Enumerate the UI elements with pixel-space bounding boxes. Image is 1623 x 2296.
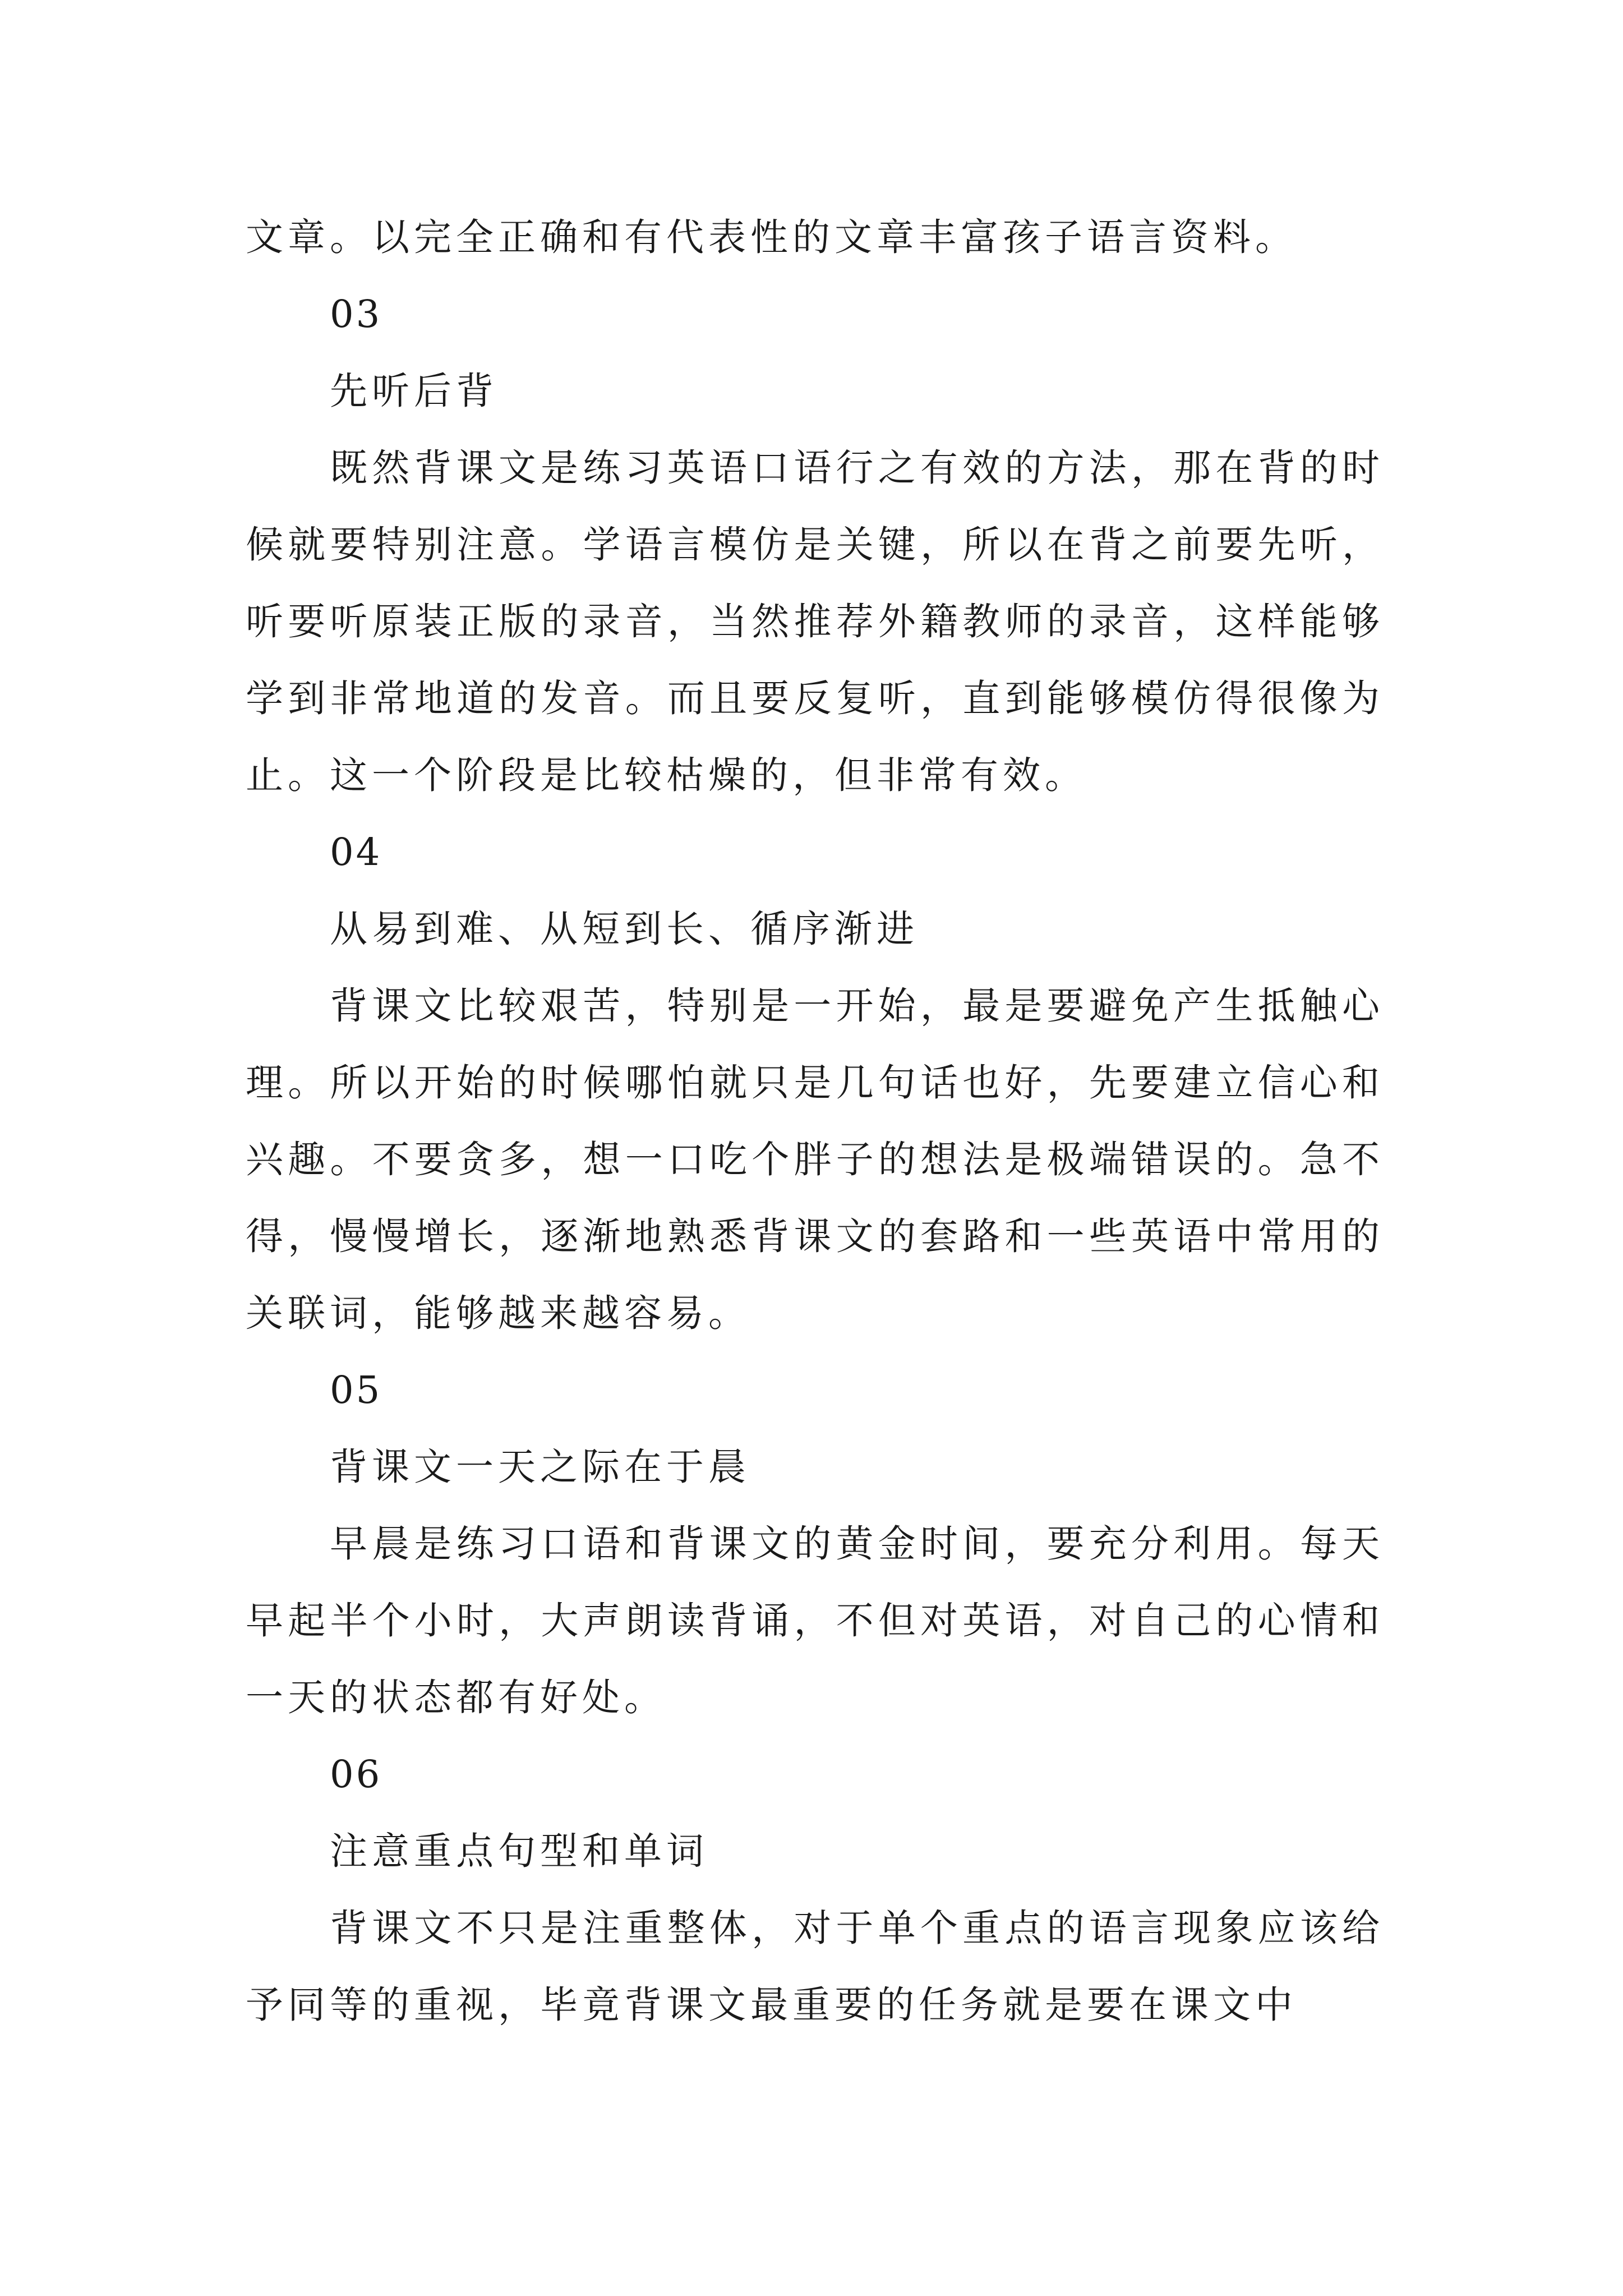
- section-number-05: 05: [330, 1368, 382, 1412]
- paragraph-listen-first: 既然背课文是练习英语口语行之有效的方法，那在背的时候就要特别注意。学语言模仿是关键，所以在背之前要先听，听要听原装正版的录音，当然推荐外籍教师的录音，这样能够学到非常地道的发音。而且要反复听，直到能够模仿得很像为止。这一个阶段是比较枯燥的，但非常有效。: [246, 446, 1384, 797]
- section-number-04: 04: [330, 830, 382, 874]
- paragraph-continued: 文章。以完全正确和有代表性的文章丰富孩子语言资料。: [246, 215, 1297, 259]
- section-heading-listen-first: 先听后背: [330, 369, 498, 413]
- section-heading-key-patterns: 注意重点句型和单词: [330, 1829, 708, 1873]
- section-heading-easy-to-hard: 从易到难、从短到长、循序渐进: [330, 907, 919, 951]
- paragraph-morning: 早晨是练习口语和背课文的黄金时间，要充分利用。每天早起半个小时，大声朗读背诵，不但对英语，对自己的心情和一天的状态都有好处。: [246, 1522, 1384, 1719]
- section-number-03: 03: [330, 292, 382, 336]
- section-number-06: 06: [330, 1752, 382, 1796]
- paragraph-key-patterns: 背课文不只是注重整体，对于单个重点的语言现象应该给予同等的重视，毕竟背课文最重要的任务就是要在课文中: [246, 1906, 1384, 2027]
- section-heading-morning: 背课文一天之际在于晨: [330, 1445, 750, 1489]
- document-body: [246, 199, 1384, 2044]
- paragraph-easy-to-hard: 背课文比较艰苦，特别是一开始，最是要避免产生抵触心理。所以开始的时候哪怕就只是几句话也好，先要建立信心和兴趣。不要贪多，想一口吃个胖子的想法是极端错误的。急不得，慢慢增长，逐渐地熟悉背课文的套路和一些英语中常用的关联词，能够越来越容易。: [246, 984, 1384, 1335]
